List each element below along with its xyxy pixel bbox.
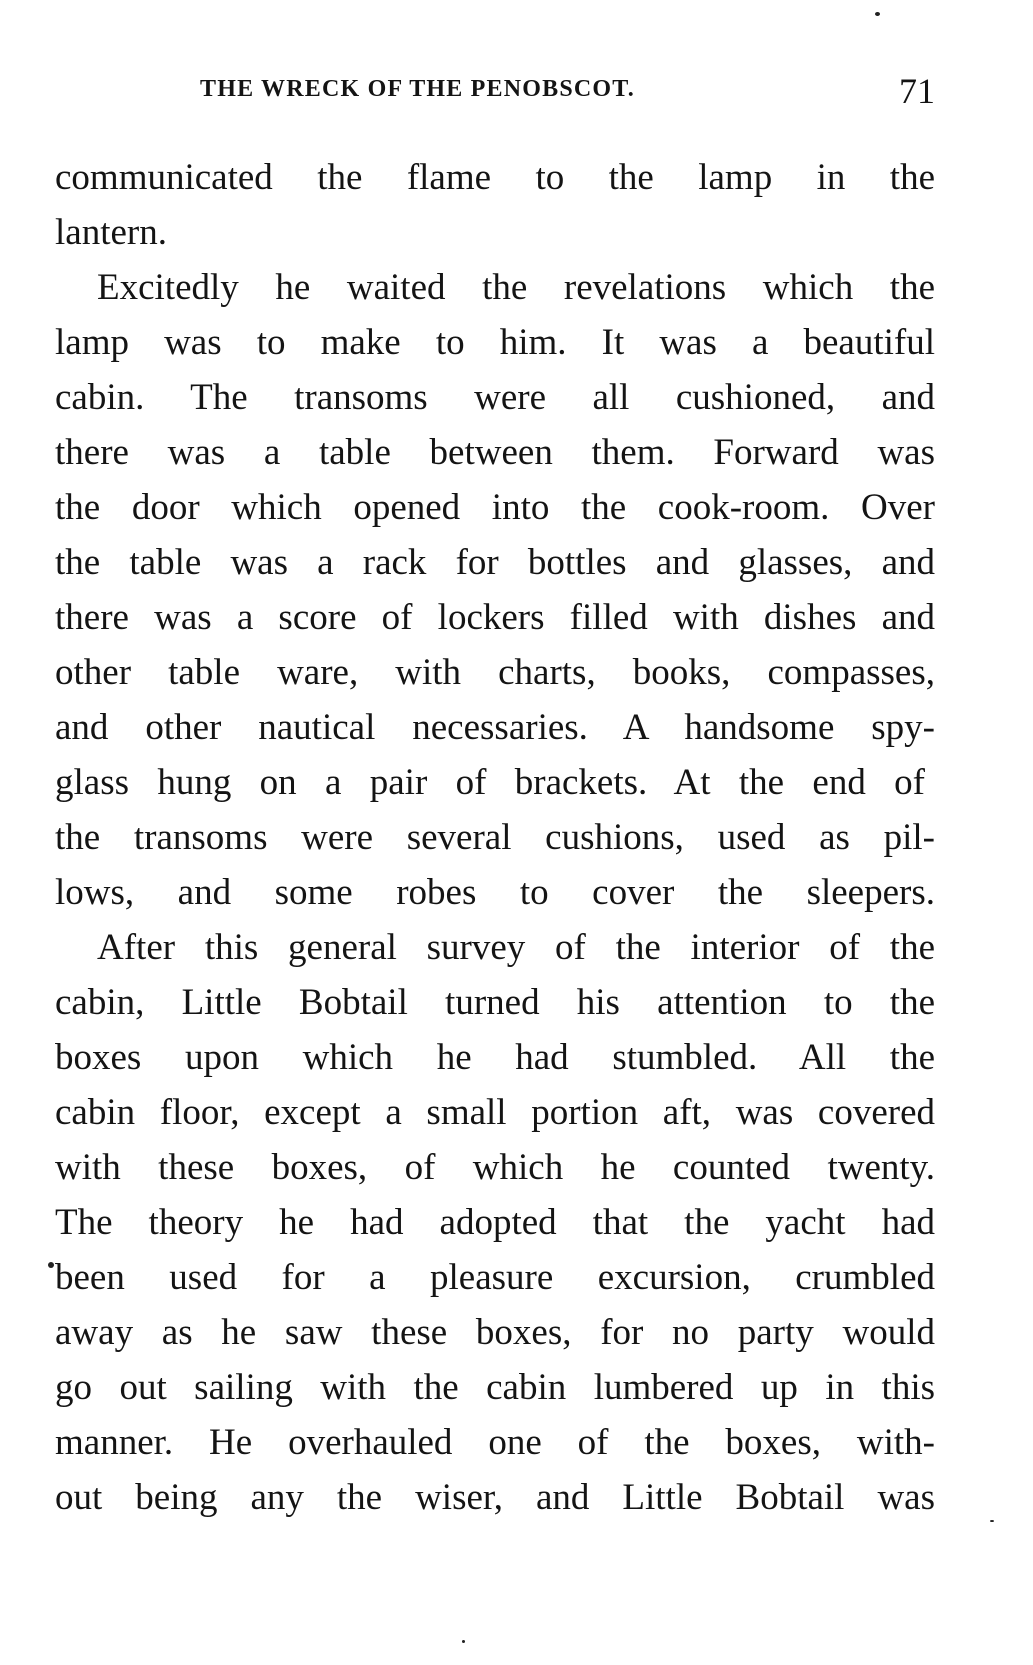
text-line: been used for a pleasure excursion, crumbled bbox=[55, 1257, 935, 1298]
text-line: cabin, Little Bobtail turned his attention to the bbox=[55, 982, 935, 1023]
text-line: Excitedly he waited the revelations which the bbox=[97, 267, 935, 308]
text-line: glass hung on a pair of brackets. At the end of bbox=[55, 762, 925, 803]
scan-speck bbox=[462, 1640, 465, 1643]
text-line: After this general survey of the interior of the bbox=[97, 927, 935, 968]
text-line: other table ware, with charts, books, compasses, bbox=[55, 652, 935, 693]
text-line: cabin. The transoms were all cushioned, and bbox=[55, 377, 935, 418]
running-head bbox=[55, 70, 935, 118]
text-line: go out sailing with the cabin lumbered up in this bbox=[55, 1367, 935, 1408]
text-line: there was a table between them. Forward was bbox=[55, 432, 935, 473]
text-line: boxes upon which he had stumbled. All the bbox=[55, 1037, 935, 1078]
text-line: and other nautical necessaries. A handsome spy- bbox=[55, 707, 935, 748]
running-title: THE WRECK OF THE PENOBSCOT. bbox=[200, 76, 635, 102]
text-line: lantern. bbox=[55, 212, 167, 253]
text-line: with these boxes, of which he counted twenty. bbox=[55, 1147, 935, 1188]
text-line: The theory he had adopted that the yacht had bbox=[55, 1202, 935, 1243]
text-line: the door which opened into the cook-room. Over bbox=[55, 487, 935, 528]
text-line: lows, and some robes to cover the sleepers. bbox=[55, 872, 935, 913]
text-line: lamp was to make to him. It was a beautiful bbox=[55, 322, 935, 363]
text-line: the transoms were several cushions, used as pil- bbox=[55, 817, 935, 858]
text-line: communicated the flame to the lamp in the bbox=[55, 157, 935, 198]
text-line: away as he saw these boxes, for no party would bbox=[55, 1312, 935, 1353]
body-text bbox=[55, 150, 935, 1525]
scan-speck bbox=[48, 1262, 54, 1268]
scan-speck bbox=[990, 1520, 994, 1522]
page-number: 71 bbox=[899, 71, 935, 111]
text-line: the table was a rack for bottles and glasses, and bbox=[55, 542, 935, 583]
text-line: out being any the wiser, and Little Bobtail was bbox=[55, 1477, 935, 1518]
text-line: cabin floor, except a small portion aft, was covered bbox=[55, 1092, 935, 1133]
text-line: manner. He overhauled one of the boxes, with- bbox=[55, 1422, 935, 1463]
scan-speck bbox=[875, 12, 880, 16]
text-line: there was a score of lockers filled with dishes and bbox=[55, 597, 935, 638]
